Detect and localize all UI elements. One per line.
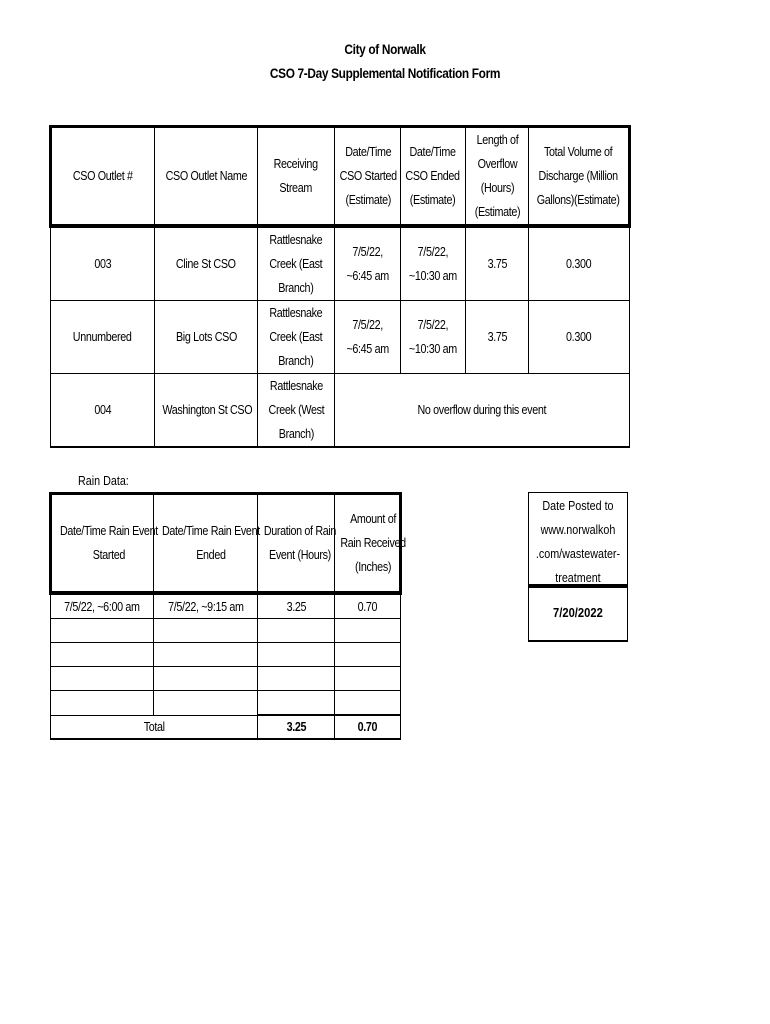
header-discharge-volume: Total Volume of Discharge (Million Gallons)(Estimate) [529,127,630,227]
table-row [51,301,630,374]
total-row [51,715,401,739]
rain-amount [335,643,401,667]
rain-amount [335,667,401,691]
overflow-length: 3.75 [466,226,529,301]
table-row [51,593,401,619]
rain-ended [154,691,258,716]
rain-ended [154,667,258,691]
table-row [51,374,630,448]
cso-ended: 7/5/22, ~10:30 am [401,226,466,301]
header-rain-amount: Amount of Rain Received (Inches) [335,494,401,594]
receiving-stream: Rattlesnake Creek (West Branch) [258,374,335,448]
total-label: Total [51,715,258,739]
rain-ended: 7/5/22, ~9:15 am [154,593,258,619]
discharge-volume: 0.300 [529,226,630,301]
city-title: City of Norwalk [344,42,426,57]
overflow-length: 3.75 [466,301,529,374]
header-cso-started: Date/Time CSO Started (Estimate) [335,127,401,227]
outlet-number: 003 [51,226,155,301]
rain-started: 7/5/22, ~6:00 am [51,593,154,619]
rain-amount [335,691,401,716]
outlet-number: 004 [51,374,155,448]
table-row [51,226,630,301]
rain-started [51,667,154,691]
cso-started: 7/5/22, ~6:45 am [335,301,401,374]
outlet-name: Big Lots CSO [155,301,258,374]
rain-table [49,492,406,740]
header-rain-started: Date/Time Rain Event Started [51,494,154,594]
rain-started [51,619,154,643]
rain-started [51,643,154,667]
cso-header-row [51,127,630,227]
header-cso-ended: Date/Time CSO Ended (Estimate) [401,127,466,227]
header-rain-ended: Date/Time Rain Event Ended [154,494,258,594]
outlet-number: Unnumbered [51,301,155,374]
receiving-stream: Rattlesnake Creek (East Branch) [258,301,335,374]
rain-duration [258,667,335,691]
rain-duration: 3.25 [258,593,335,619]
rain-header-row [51,494,401,594]
header-receiving-stream: Receiving Stream [258,127,335,227]
rain-duration [258,619,335,643]
header-overflow-length: Length of Overflow (Hours) (Estimate) [466,127,529,227]
cso-started: 7/5/22, ~6:45 am [335,226,401,301]
header-rain-duration: Duration of Rain Event (Hours) [258,494,335,594]
total-duration: 3.25 [258,715,335,739]
rain-data-label: Rain Data: [78,474,129,488]
table-row [51,619,401,643]
rain-duration [258,691,335,716]
header-outlet-name: CSO Outlet Name [155,127,258,227]
rain-amount [335,619,401,643]
header-outlet-number: CSO Outlet # [51,127,155,227]
rain-started [51,691,154,716]
form-name: CSO 7-Day Supplemental Notification Form [269,66,501,81]
cso-ended: 7/5/22, ~10:30 am [401,301,466,374]
form-title [0,38,770,86]
rain-amount: 0.70 [335,593,401,619]
date-posted-value: 7/20/2022 [528,588,628,642]
date-posted-label: Date Posted to www.norwalkoh .com/wastewater- treatment [528,492,628,588]
date-posted-box [528,492,628,642]
rain-duration [258,643,335,667]
table-row [51,691,401,716]
receiving-stream: Rattlesnake Creek (East Branch) [258,226,335,301]
discharge-volume: 0.300 [529,301,630,374]
total-amount: 0.70 [335,715,401,739]
table-row [51,667,401,691]
cso-table [49,125,631,448]
no-overflow-note: No overflow during this event [335,374,630,448]
outlet-name: Cline St CSO [155,226,258,301]
rain-ended [154,619,258,643]
table-row [51,643,401,667]
rain-ended [154,643,258,667]
outlet-name: Washington St CSO [155,374,258,448]
